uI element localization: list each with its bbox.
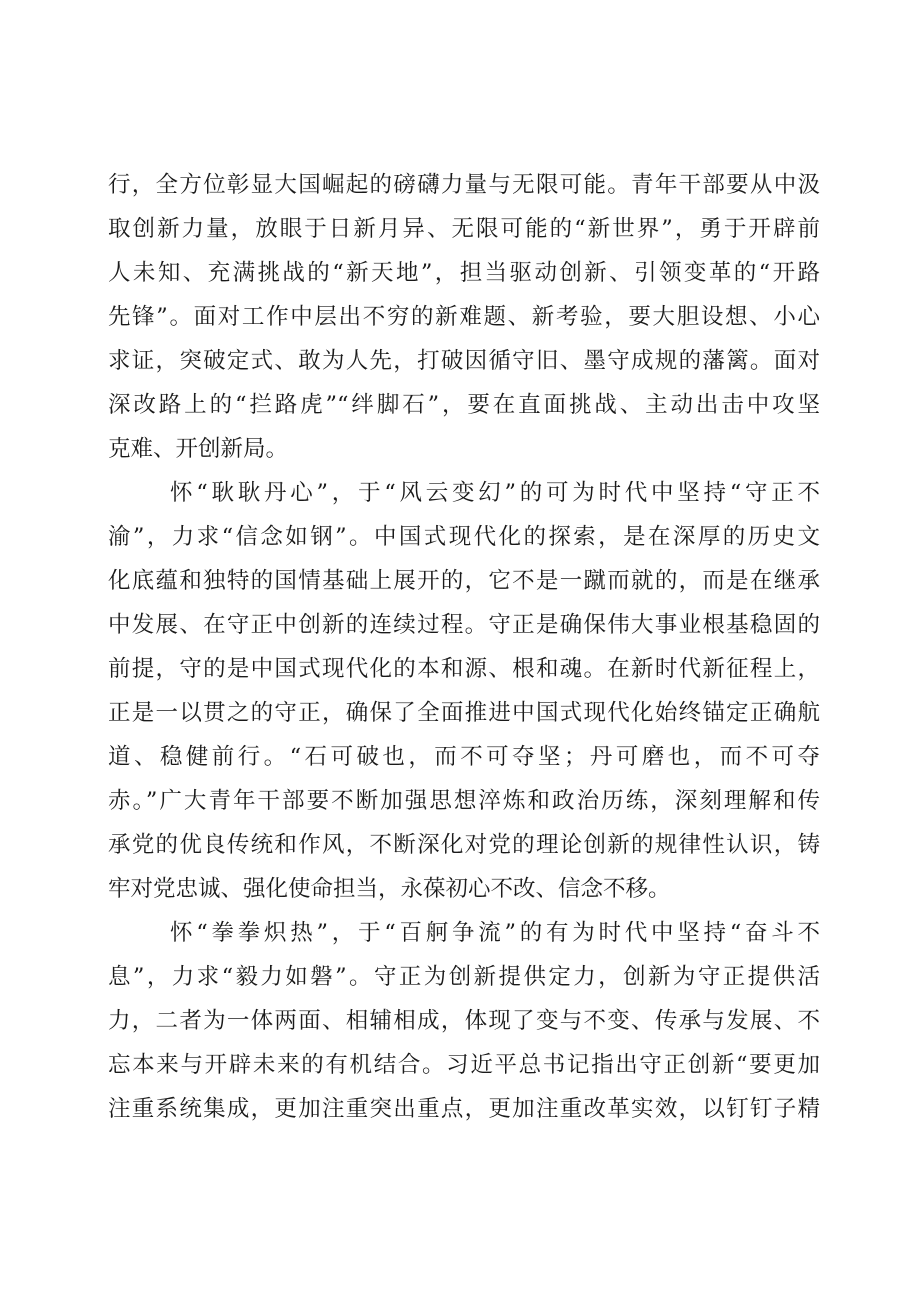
- text-line: 深改路上的“拦路虎”“绊脚石”，要在直面挑战、主动出击中攻坚: [108, 392, 820, 418]
- text-line: 忘本来与开辟未来的有机结合。习近平总书记指出守正创新“要更加: [108, 1052, 820, 1078]
- paragraph-first-line: 怀“拳拳炽热”，于“百舸争流”的有为时代中坚持“奋斗不: [170, 920, 820, 946]
- text-line: 力，二者为一体两面、相辅相成，体现了变与不变、传承与发展、不: [108, 1008, 820, 1034]
- paragraph-first-line: 怀“耿耿丹心”，于“风云变幻”的可为时代中坚持“守正不: [170, 480, 820, 506]
- text-line: 人未知、充满挑战的“新天地”，担当驱动创新、引领变革的“开路: [108, 260, 820, 286]
- text-line: 赤。”广大青年干部要不断加强思想淬炼和政治历练，深刻理解和传: [108, 788, 820, 814]
- text-line: 息”，力求“毅力如磐”。守正为创新提供定力，创新为守正提供活: [108, 964, 820, 990]
- text-line: 渝”，力求“信念如钢”。中国式现代化的探索，是在深厚的历史文: [108, 524, 820, 550]
- text-line: 注重系统集成，更加注重突出重点，更加注重改革实效，以钉钉子精: [108, 1096, 820, 1122]
- text-line: 正是一以贯之的守正，确保了全面推进中国式现代化始终锚定正确航: [108, 700, 820, 726]
- text-line: 中发展、在守正中创新的连续过程。守正是确保伟大事业根基稳固的: [108, 612, 820, 638]
- text-line: 求证，突破定式、敢为人先，打破因循守旧、墨守成规的藩篱。面对: [108, 348, 820, 374]
- text-line: 牢对党忠诚、强化使命担当，永葆初心不改、信念不移。: [108, 876, 671, 902]
- text-line: 先锋”。面对工作中层出不穷的新难题、新考验，要大胆设想、小心: [108, 304, 820, 330]
- text-line: 行，全方位彰显大国崛起的磅礴力量与无限可能。青年干部要从中汲: [108, 172, 820, 198]
- text-line: 取创新力量，放眼于日新月异、无限可能的“新世界”，勇于开辟前: [108, 216, 820, 242]
- text-line: 前提，守的是中国式现代化的本和源、根和魂。在新时代新征程上，: [108, 656, 820, 682]
- text-line: 道、稳健前行。“石可破也，而不可夺坚；丹可磨也，而不可夺: [108, 744, 820, 770]
- text-line: 化底蕴和独特的国情基础上展开的，它不是一蹴而就的，而是在继承: [108, 568, 820, 594]
- text-line: 克难、开创新局。: [108, 436, 289, 462]
- text-line: 承党的优良传统和作风，不断深化对党的理论创新的规律性认识，铸: [108, 832, 820, 858]
